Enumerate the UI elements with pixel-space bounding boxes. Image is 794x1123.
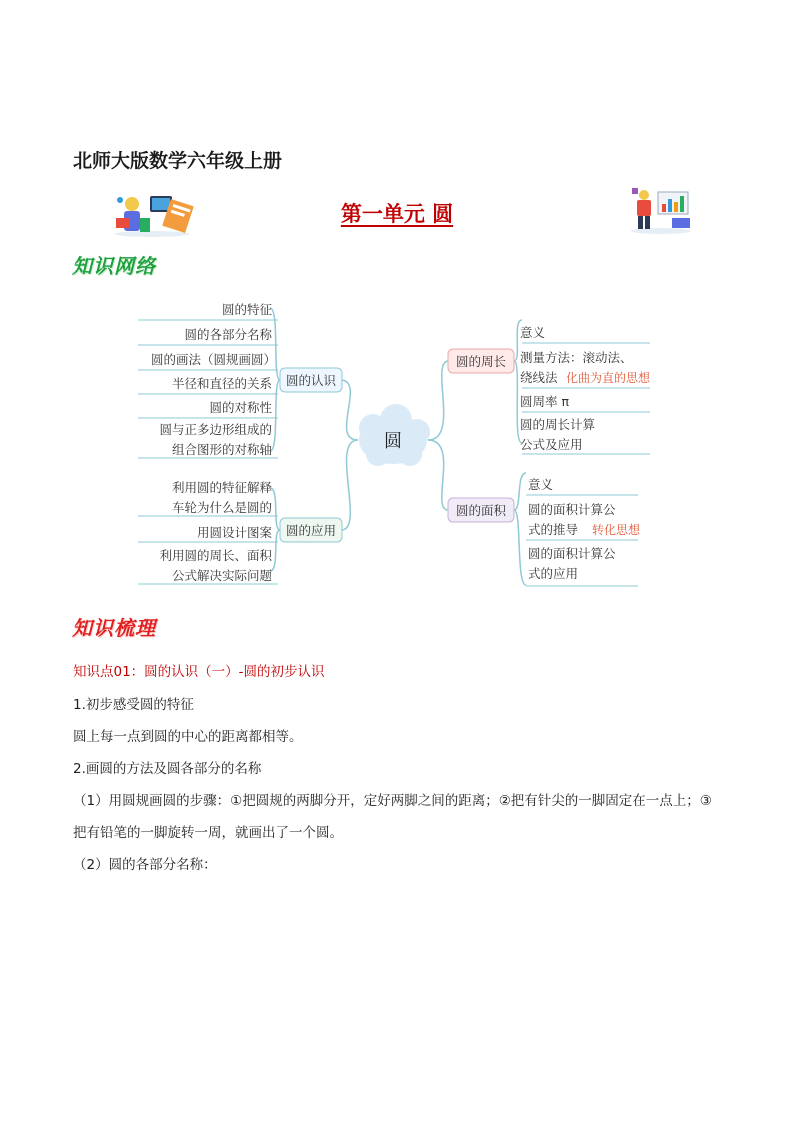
mm-item: 车轮为什么是圆的: [171, 500, 272, 515]
mm-item: 测量方法：滚动法、: [520, 350, 633, 365]
branch-area: 圆的面积: [455, 503, 507, 518]
mm-item: 意义: [520, 325, 546, 340]
mm-item: 式的推导: [528, 522, 579, 537]
mm-item: 公式解决实际问题: [171, 568, 272, 583]
branch-recognize: 圆的认识: [285, 373, 337, 388]
mm-item: 公式及应用: [520, 437, 583, 452]
branch-apply: 圆的应用: [285, 523, 337, 538]
mm-item: 组合图形的对称轴: [171, 442, 272, 457]
mm-item: 半径和直径的关系: [171, 376, 272, 391]
document-header: 北师大版数学六年级上册: [73, 150, 283, 172]
mindmap-center-cloud: [359, 404, 430, 466]
paragraph-text: （1）用圆规画圆的步骤：①把圆规的两脚分开，定好两脚之间的距离；②把有针尖的一脚固定在一点上；③: [73, 793, 712, 809]
section-knowledge-summary: 知识梳理: [72, 616, 156, 640]
branch-perimeter: 圆的周长: [455, 354, 507, 369]
mm-highlight: 转化思想: [592, 523, 641, 537]
paragraph-text: （2）圆的各部分名称：: [73, 857, 217, 873]
mm-item: 圆的面积计算公: [528, 502, 616, 517]
mm-item: 式的应用: [528, 566, 579, 581]
mm-item: 用圆设计图案: [196, 525, 272, 540]
paragraph-text: 把有铅笔的一脚旋转一周，就画出了一个圆。: [73, 825, 343, 841]
mm-item: 圆的特征: [221, 302, 272, 317]
mm-item: 圆周率 π: [520, 394, 569, 409]
mm-item: 圆与正多边形组成的: [159, 422, 272, 437]
mm-item: 圆的各部分名称: [184, 327, 272, 342]
unit-title: 第一单元 圆: [340, 202, 454, 226]
mm-item: 圆的面积计算公: [528, 546, 616, 561]
mm-item: 利用圆的特征解释: [171, 480, 272, 495]
mm-item: 圆的周长计算: [520, 417, 596, 432]
mm-item: 意义: [528, 477, 554, 492]
mind-map: [130, 288, 670, 598]
paragraph-heading: 1.初步感受圆的特征: [73, 697, 194, 713]
mm-item: 绕线法: [520, 370, 558, 385]
section-knowledge-network: 知识网络: [72, 254, 156, 278]
paragraph-heading: 2.画圆的方法及圆各部分的名称: [73, 761, 262, 777]
mm-item: 利用圆的周长、面积: [159, 548, 272, 563]
paragraph-text: 圆上每一点到圆的中心的距离都相等。: [73, 729, 303, 745]
mm-item: 圆的对称性: [209, 400, 272, 415]
knowledge-point-title: 知识点01：圆的认识（一）-圆的初步认识: [73, 664, 325, 680]
mm-highlight: 化曲为直的思想: [566, 371, 651, 385]
mindmap-center-label: 圆: [384, 431, 402, 452]
mm-item: 圆的画法（圆规画圆）: [150, 352, 276, 367]
